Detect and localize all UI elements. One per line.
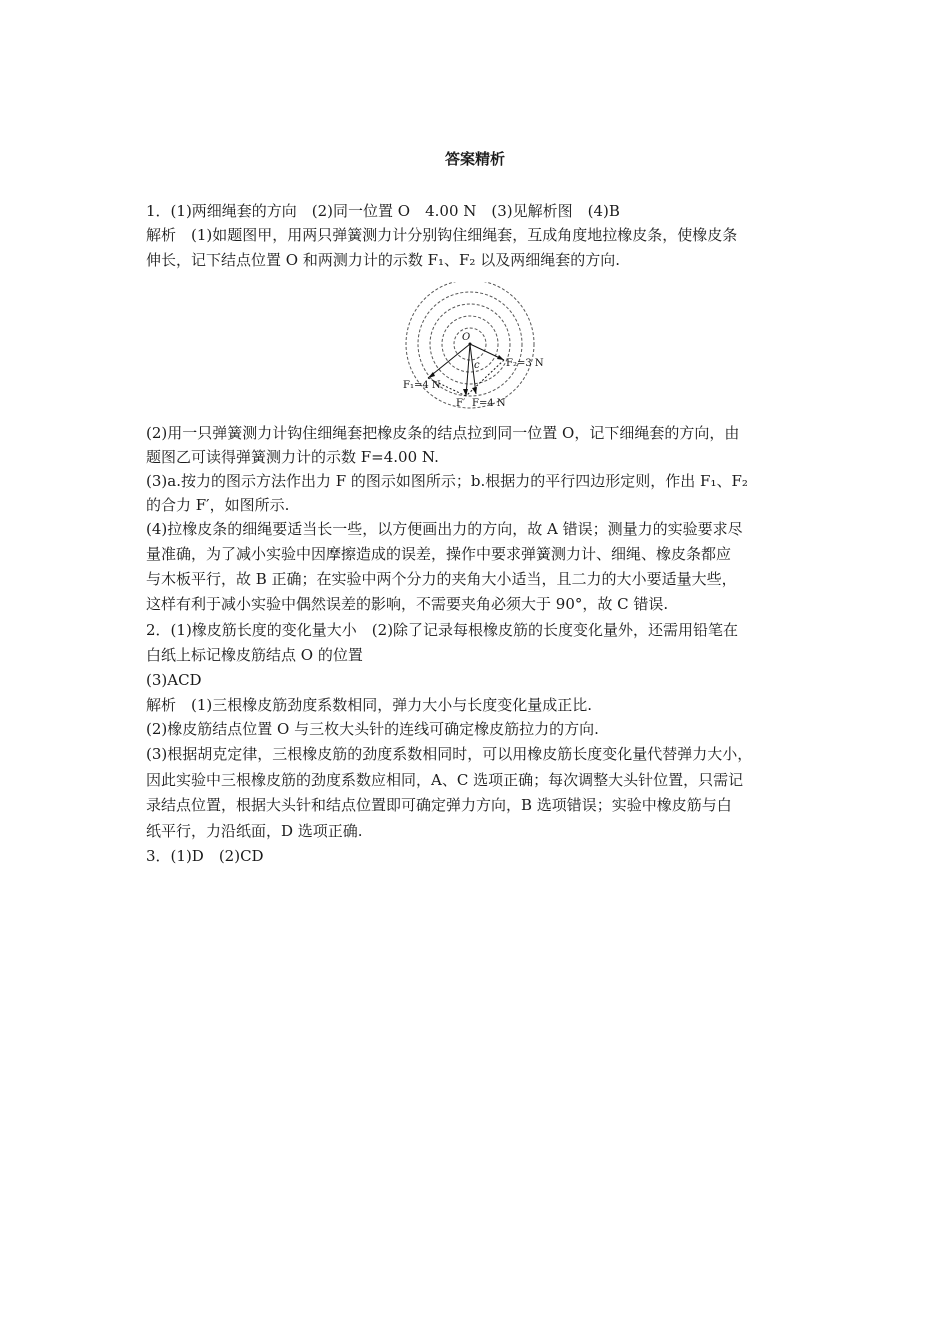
force-diagram (400, 282, 550, 412)
label-o: O (462, 332, 471, 343)
label-fprime: F′ (456, 398, 466, 409)
text-line: 解析 (1)三根橡皮筋劲度系数相同，弹力大小与长度变化量成正比. (146, 696, 593, 714)
text-line: 这样有利于减小实验中偶然误差的影响，不需要夹角必须大于 90°，故 C 错误. (146, 595, 669, 613)
text-line: (4)拉橡皮条的细绳要适当长一些，以方便画出力的方向，故 A 错误；测量力的实验要求尽 (146, 520, 743, 538)
force-diagram-svg (400, 282, 550, 412)
text-line: 3．(1)D (2)CD (146, 847, 264, 865)
label-f: F=4 N (472, 398, 506, 409)
text-line: 纸平行，力沿纸面，D 选项正确. (146, 822, 363, 840)
text-line: (3)a.按力的图示方法作出力 F 的图示如图所示；b.根据力的平行四边形定则，作出 F₁、F₂ (146, 472, 748, 490)
text-line: 解析 (1)如题图甲，用两只弹簧测力计分别钩住细绳套，互成角度地拉橡皮条，使橡皮条 (146, 226, 738, 244)
text-line: 2．(1)橡皮筋长度的变化量大小 (2)除了记录每根橡皮筋的长度变化量外，还需用铅笔在 (146, 621, 739, 639)
page-title: 答案精析 (444, 150, 505, 168)
text-line: 1．(1)两细绳套的方向 (2)同一位置 O 4.00 N (3)见解析图 (4)B (146, 202, 620, 220)
arrow-head (463, 389, 468, 396)
text-line: 与木板平行，故 B 正确；在实验中两个分力的夹角大小适当，且二力的大小要适量大些， (146, 570, 737, 588)
text-line: 录结点位置，根据大头针和结点位置即可确定弹力方向，B 选项错误；实验中橡皮筋与白 (146, 796, 732, 814)
text-line: 的合力 F′，如图所示. (146, 496, 290, 514)
text-line: (2)用一只弹簧测力计钩住细绳套把橡皮条的结点拉到同一位置 O，记下细绳套的方向，由 (146, 424, 740, 442)
text-line: 因此实验中三根橡皮筋的劲度系数应相同，A、C 选项正确；每次调整大头针位置，只需记 (146, 771, 744, 789)
label-c: c (474, 360, 480, 371)
label-f2: F₂=3 N (506, 358, 544, 369)
label-f1: F₁=4 N (403, 380, 441, 391)
text-line: (3)ACD (146, 671, 202, 689)
vector-fprime (466, 344, 470, 396)
text-line: 题图乙可读得弹簧测力计的示数 F=4.00 N. (146, 448, 439, 466)
text-line: (2)橡皮筋结点位置 O 与三枚大头针的连线可确定橡皮筋拉力的方向. (146, 720, 599, 738)
text-line: 伸长，记下结点位置 O 和两测力计的示数 F₁、F₂ 以及两细绳套的方向. (146, 251, 620, 269)
text-line: 量准确，为了减小实验中因摩擦造成的误差，操作中要求弹簧测力计、细绳、橡皮条都应 (146, 545, 732, 563)
arrow-head (497, 355, 504, 360)
parallelogram-side (466, 360, 504, 396)
text-line: 白纸上标记橡皮筋结点 O 的位置 (146, 646, 363, 664)
text-line: (3)根据胡克定律，三根橡皮筋的劲度系数相同时，可以用橡皮筋长度变化量代替弹力大小， (146, 745, 753, 763)
